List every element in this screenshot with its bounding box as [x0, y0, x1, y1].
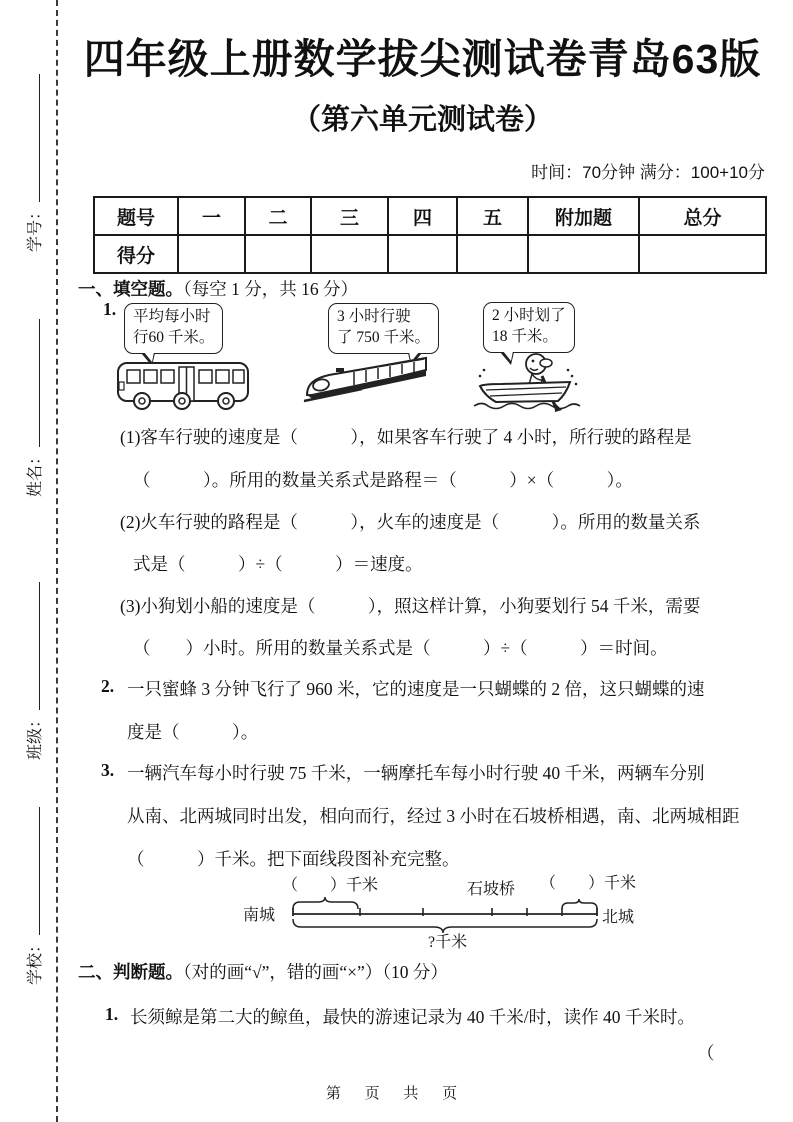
- score-cell[interactable]: [639, 235, 766, 273]
- score-cell[interactable]: [245, 235, 311, 273]
- section1-heading-label: 一、填空题。: [78, 279, 183, 299]
- judge-q1-text: 长须鲸是第二大的鲸鱼，最快的游速记录为 40 千米/时，读作 40 千米时。: [130, 1007, 695, 1027]
- header-col-bonus: 附加题: [528, 197, 639, 235]
- bus-bubble-text-1: 平均每小时: [133, 308, 211, 325]
- score-cell[interactable]: [528, 235, 639, 273]
- header-col-1: 一: [178, 197, 245, 235]
- bus-bubble-text-2: 行60 千米。: [133, 328, 215, 346]
- student-id-label: 学号：: [27, 203, 44, 252]
- school-label: 学校：: [27, 936, 44, 985]
- diagram-north-city-label: 北城: [602, 909, 635, 926]
- section2-heading: [78, 959, 448, 984]
- train-image: [302, 352, 430, 410]
- boat-bubble-text-1: 2 小时划了: [492, 307, 566, 324]
- train-bubble-text-1: 3 小时行驶: [337, 308, 411, 325]
- diagram-bridge-label: 石坡桥: [467, 881, 516, 898]
- diagram-right-distance-label: （ ）千米: [540, 875, 637, 892]
- judge-q1-number: 1.: [105, 1004, 119, 1024]
- student-name-blank[interactable]: [25, 319, 40, 447]
- student-name-label: 姓名：: [27, 448, 44, 497]
- judge-q1-answer-paren[interactable]: （: [697, 1043, 715, 1063]
- boat-bubble-text-2: 18 千米。: [492, 327, 558, 345]
- class-blank[interactable]: [25, 582, 40, 710]
- student-id-blank[interactable]: [25, 74, 40, 202]
- q1-sub2-line2: 式是（ ）÷（ ）＝速度。: [133, 554, 423, 574]
- header-col-5: 五: [457, 197, 528, 235]
- header-col-3: 三: [311, 197, 388, 235]
- score-table: [93, 196, 767, 274]
- bus-speech-bubble: [124, 303, 223, 354]
- score-row-label: 得分: [94, 235, 178, 273]
- line-segment-diagram: [240, 872, 685, 950]
- section2-heading-label: 二、判断题。: [78, 962, 183, 982]
- q2-number: 2.: [101, 676, 115, 696]
- score-table-header-row: [94, 197, 766, 235]
- school-blank[interactable]: [25, 807, 40, 935]
- section2-heading-note: （对的画“√”，错的画“×”）（10 分）: [183, 962, 448, 982]
- diagram-total-distance-label: ?千米: [428, 934, 468, 950]
- page-footer: 第 页 共 页: [325, 1086, 468, 1102]
- q2-line1: 一只蜜蜂 3 分钟飞行了 960 米，它的速度是一只蝴蝶的 2 倍，这只蝴蝶的速: [127, 679, 705, 699]
- q3-line3: （ ）千米。把下面线段图补充完整。: [127, 849, 460, 869]
- school-field[interactable]: [24, 797, 48, 985]
- score-cell[interactable]: [388, 235, 457, 273]
- diagram-left-distance-label: （ ）千米: [282, 877, 379, 894]
- q1-number: 1.: [103, 299, 117, 319]
- diagram-south-city-label: 南城: [243, 907, 276, 924]
- header-col-total: 总分: [639, 197, 766, 235]
- header-col-4: 四: [388, 197, 457, 235]
- student-id-field[interactable]: [24, 64, 48, 252]
- q3-line1: 一辆汽车每小时行驶 75 千米，一辆摩托车每小时行驶 40 千米，两辆车分别: [127, 763, 705, 783]
- q3-number: 3.: [101, 760, 115, 780]
- class-label: 班级：: [27, 711, 44, 760]
- q1-sub3-line1: (3)小狗划小船的速度是（ ），照这样计算，小狗要划行 54 千米，需要: [120, 596, 701, 616]
- class-field[interactable]: [24, 572, 48, 760]
- header-col-2: 二: [245, 197, 311, 235]
- boat-image: [472, 346, 584, 416]
- train-speech-bubble: [328, 303, 439, 354]
- score-cell[interactable]: [178, 235, 245, 273]
- score-table-score-row: [94, 235, 766, 273]
- q1-sub1-line1: (1)客车行驶的速度是（ ），如果客车行驶了 4 小时，所行驶的路程是: [120, 427, 692, 447]
- student-name-field[interactable]: [24, 309, 48, 497]
- page-subtitle: （第六单元测试卷）: [291, 104, 553, 136]
- q3-line2: 从南、北两城同时出发，相向而行，经过 3 小时在石坡桥相遇，南、北两城相距: [127, 806, 740, 826]
- section1-heading: [78, 276, 358, 301]
- score-cell[interactable]: [457, 235, 528, 273]
- header-question-no: 题号: [94, 197, 178, 235]
- q2-line2: 度是（ ）。: [127, 722, 259, 742]
- bus-image: [112, 352, 254, 414]
- time-score-info: 时间：70分钟 满分：100+10分: [531, 163, 765, 182]
- section1-heading-note: （每空 1 分，共 16 分）: [183, 279, 358, 299]
- q1-sub3-line2: （ ）小时。所用的数量关系式是（ ）÷（ ）＝时间。: [133, 638, 668, 658]
- q1-sub2-line1: (2)火车行驶的路程是（ ），火车的速度是（ ）。所用的数量关系: [120, 512, 701, 532]
- train-bubble-text-2: 了 750 千米。: [337, 328, 431, 346]
- score-cell[interactable]: [311, 235, 388, 273]
- q1-sub1-line2: （ ）。所用的数量关系式是路程＝（ ）×（ ）。: [133, 470, 633, 490]
- dashed-cut-line: [56, 0, 58, 1122]
- page-title: 四年级上册数学拔尖测试卷青岛63版: [83, 36, 762, 82]
